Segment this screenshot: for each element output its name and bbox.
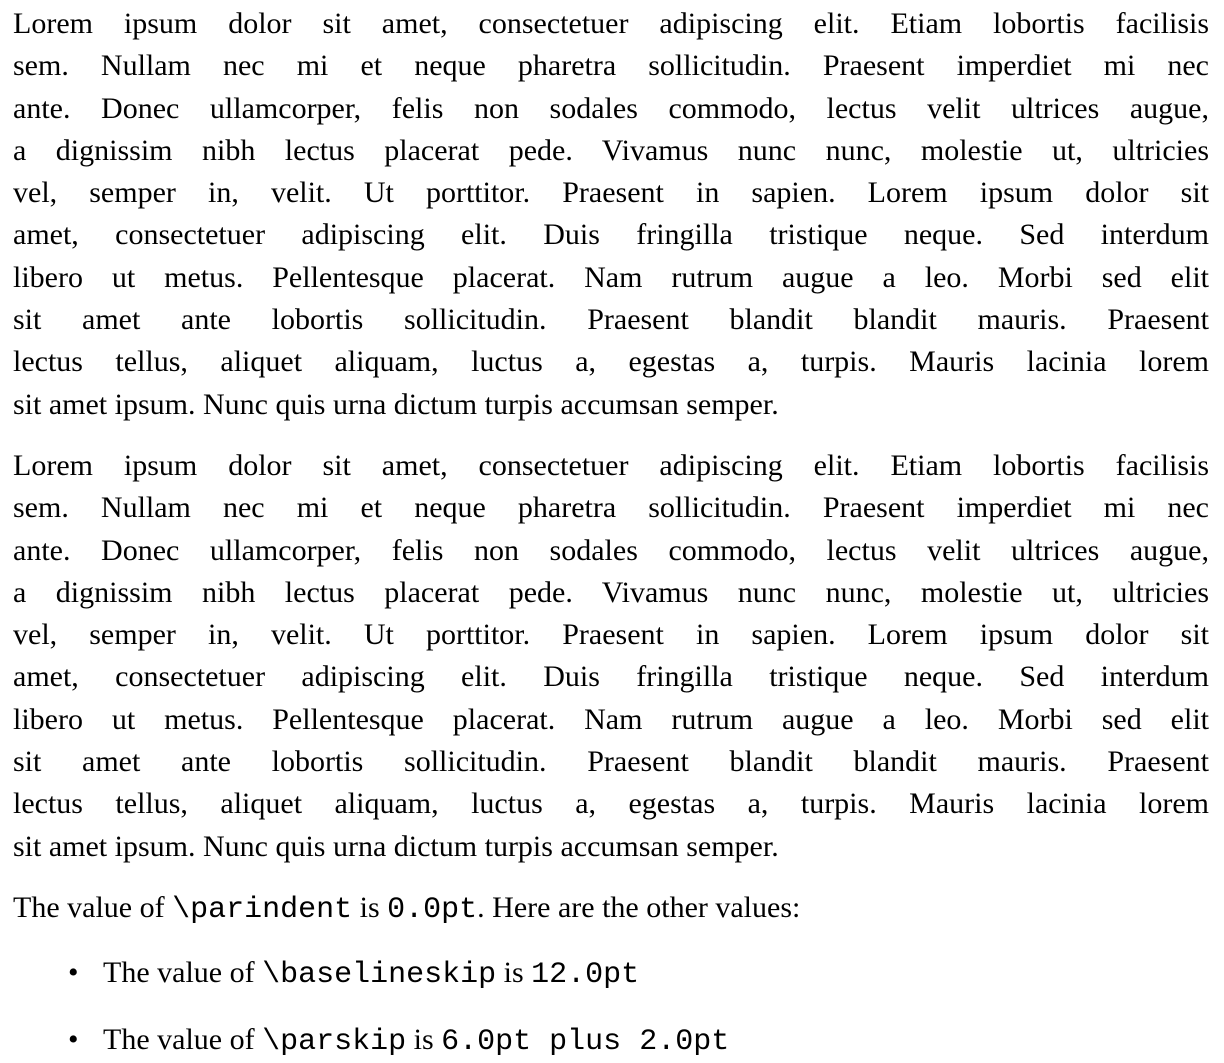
text-line: ante. Donec ullamcorper, felis non sodales commodo, lectus velit ultrices augue,	[13, 533, 1209, 567]
text-line: a dignissim nibh lectus placerat pede. Vivamus nunc nunc, molestie ut, ultricies	[13, 133, 1209, 167]
tex-token: \parskip	[262, 1024, 407, 1059]
list-item	[13, 952, 1209, 996]
text-line: sit amet ante lobortis sollicitudin. Praesent blandit blandit mauris. Praesent	[13, 303, 1209, 337]
text-line: lectus tellus, aliquet aliquam, luctus a, egestas a, turpis. Mauris lacinia lorem	[13, 345, 1209, 379]
tex-token: \baselineskip	[262, 958, 497, 993]
text-line: lectus tellus, aliquet aliquam, luctus a, egestas a, turpis. Mauris lacinia lorem	[13, 787, 1209, 821]
text-segment: . Here are the other values:	[477, 890, 801, 924]
text-segment: is	[496, 956, 532, 990]
text-line: amet, consectetuer adipiscing elit. Duis fringilla tristique neque. Sed interdum	[13, 218, 1209, 252]
values-list	[13, 952, 1209, 1063]
text-line: sem. Nullam nec mi et neque pharetra sollicitudin. Praesent imperdiet mi nec	[13, 491, 1209, 525]
tex-token: 0.0pt	[387, 892, 478, 927]
text-line: a dignissim nibh lectus placerat pede. Vivamus nunc nunc, molestie ut, ultricies	[13, 575, 1209, 609]
text-line: sem. Nullam nec mi et neque pharetra sollicitudin. Praesent imperdiet mi nec	[13, 49, 1209, 83]
text-segment: The value of	[103, 956, 263, 990]
text-line: sit amet ante lobortis sollicitudin. Praesent blandit blandit mauris. Praesent	[13, 745, 1209, 779]
paragraph-2	[13, 445, 1209, 868]
text-line: sit amet ipsum. Nunc quis urna dictum turpis accumsan semper.	[13, 387, 779, 421]
parindent-statement	[13, 887, 1209, 931]
text-segment: The value of	[103, 1022, 263, 1056]
text-line: vel, semper in, velit. Ut porttitor. Praesent in sapien. Lorem ipsum dolor sit	[13, 176, 1209, 210]
text-line: vel, semper in, velit. Ut porttitor. Praesent in sapien. Lorem ipsum dolor sit	[13, 618, 1209, 652]
text-line: sit amet ipsum. Nunc quis urna dictum turpis accumsan semper.	[13, 829, 779, 863]
list-item-text	[103, 952, 1209, 996]
text-line: libero ut metus. Pellentesque placerat. Nam rutrum augue a leo. Morbi sed elit	[13, 702, 1209, 736]
text-segment: The value of	[13, 890, 173, 924]
text-segment: is	[406, 1022, 442, 1056]
text-segment: is	[352, 890, 388, 924]
tex-token: \parindent	[172, 892, 353, 927]
text-line: Lorem ipsum dolor sit amet, consectetuer adipiscing elit. Etiam lobortis facilisis	[13, 7, 1209, 40]
bullet-icon: •	[68, 1022, 79, 1056]
text-line: ante. Donec ullamcorper, felis non sodales commodo, lectus velit ultrices augue,	[13, 91, 1209, 125]
text-line: Lorem ipsum dolor sit amet, consectetuer adipiscing elit. Etiam lobortis facilisis	[13, 448, 1209, 482]
lorem-paragraphs	[13, 3, 1209, 868]
tex-token: 12.0pt	[531, 958, 640, 993]
text-line: libero ut metus. Pellentesque placerat. Nam rutrum augue a leo. Morbi sed elit	[13, 260, 1209, 294]
list-item	[13, 1019, 1209, 1063]
list-item-text	[103, 1019, 1209, 1063]
text-line: amet, consectetuer adipiscing elit. Duis fringilla tristique neque. Sed interdum	[13, 660, 1209, 694]
paragraph-1	[13, 3, 1209, 426]
bullet-icon: •	[68, 956, 79, 990]
tex-token: 6.0pt plus 2.0pt	[441, 1024, 730, 1059]
